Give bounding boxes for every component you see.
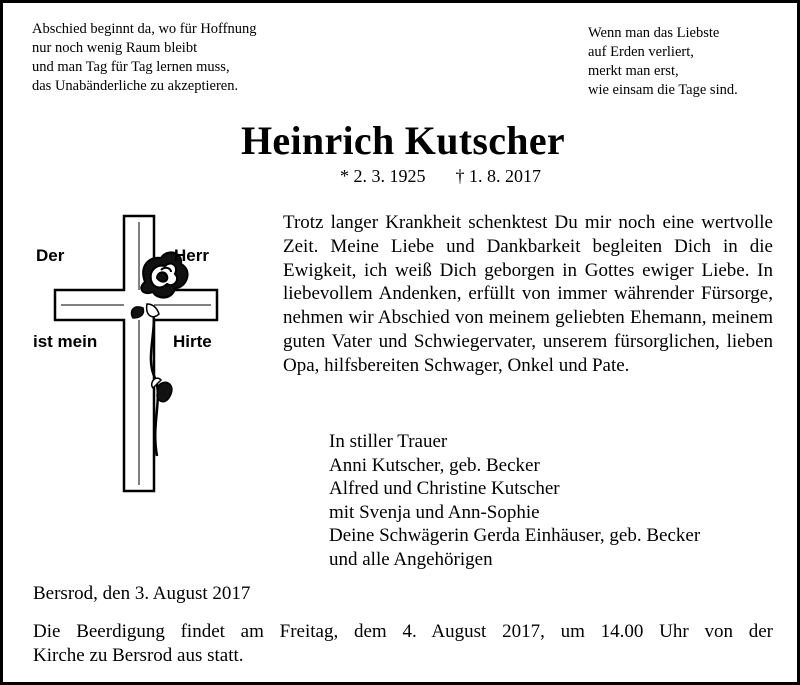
mourners-list bbox=[329, 430, 700, 572]
poem-line: wie einsam die Tage sind. bbox=[588, 82, 738, 98]
birth-date: * 2. 3. 1925 bbox=[340, 166, 426, 186]
poem-line: das Unabänderliche zu akzeptieren. bbox=[32, 78, 239, 94]
poem-line: auf Erden verliert, bbox=[588, 44, 694, 60]
cross-word-der: Der bbox=[36, 246, 65, 265]
poem-right bbox=[588, 24, 738, 100]
death-date: † 1. 8. 2017 bbox=[455, 166, 541, 186]
mourner-line: mit Svenja und Ann-Sophie bbox=[329, 501, 540, 523]
mourner-line: In stiller Trauer bbox=[329, 431, 448, 452]
poem-line: nur noch wenig Raum bleibt bbox=[32, 40, 198, 56]
cross-emblem bbox=[33, 208, 233, 498]
mourner-line: Alfred und Christine Kutscher bbox=[329, 478, 560, 500]
cross-word-herr: Herr bbox=[174, 246, 209, 265]
poem-line: und man Tag für Tag lernen muss, bbox=[32, 59, 230, 75]
poem-line: merkt man erst, bbox=[588, 63, 679, 79]
poem-left bbox=[32, 20, 256, 96]
life-dates bbox=[340, 166, 541, 187]
funeral-line: Die Beerdigung findet am Freitag, dem 4. August 2017, um 14.00 Uhr von der bbox=[33, 621, 773, 642]
poem-line: Abschied beginnt da, wo für Hoffnung bbox=[32, 21, 257, 37]
mourner-line: Deine Schwägerin Gerda Einhäuser, geb. Becker bbox=[329, 525, 701, 547]
funeral-line: Kirche zu Bersrod aus statt. bbox=[33, 644, 244, 666]
deceased-name: Heinrich Kutscher bbox=[241, 118, 565, 163]
obituary-text: Trotz langer Krankheit schenktest Du mir noch eine wertvolle Zeit. Meine Liebe und Dankbarkeit begleiten Dich in die Ewigkeit, ich weiß Dich geborgen in Gottes ewiger Liebe. In liebevollem Andenken, erfüllt von immer währender Fürsorge, nehmen wir Abschied von meinem geliebten Ehemann, meinem guten Vater und Schwiegervater, unserem fürsorglichen, lieben Opa, hilfsbereiten Schwager, Onkel und Pate. bbox=[283, 212, 773, 376]
place-and-date: Bersrod, den 3. August 2017 bbox=[33, 583, 251, 604]
mourner-line: und alle Angehörigen bbox=[329, 548, 493, 570]
cross-word-ist-mein: ist mein bbox=[33, 332, 98, 351]
funeral-notice bbox=[33, 620, 773, 667]
poem-line: Wenn man das Liebste bbox=[588, 25, 720, 41]
cross-word-hirte: Hirte bbox=[173, 332, 212, 351]
mourner-line: Anni Kutscher, geb. Becker bbox=[329, 454, 540, 476]
